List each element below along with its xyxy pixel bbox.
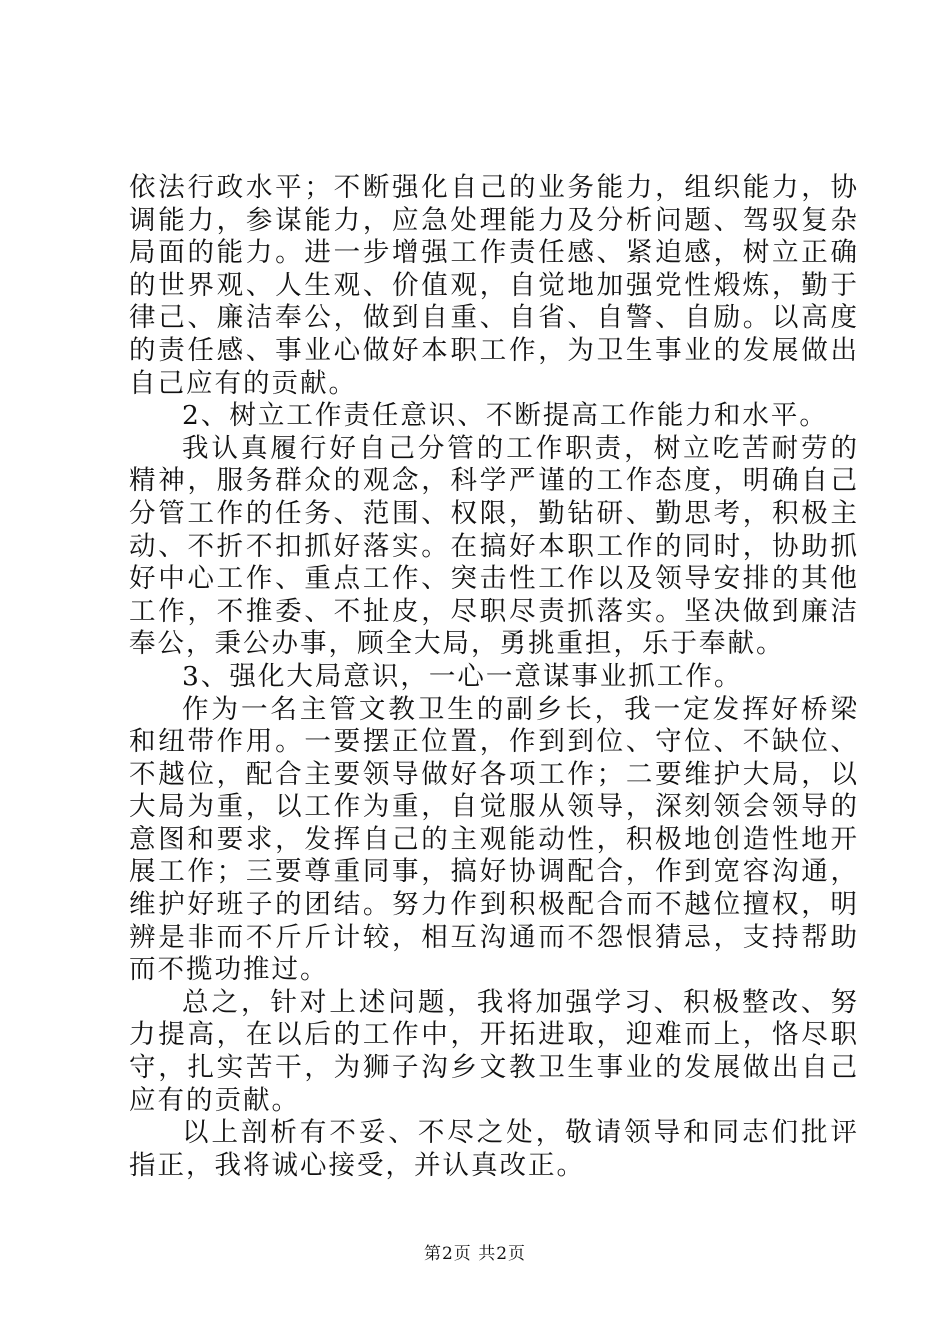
page-number-footer: 第2页 共2页 bbox=[423, 1244, 527, 1264]
paragraph-opening: 依法行政水平；不断强化自己的业务能力，组织能力，协调能力，参谋能力，应急处理能力及分析问题、驾驭复杂局面的能力。进一步增强工作责任感、紧迫感，树立正确的世界观、人生观、价值观，自觉地加强党性煅炼，勤于律己、廉洁奉公，做到自重、自省、自警、自励。以高度的责任感、事业心做好本职工作，为卫生事业的发展做出自己应有的贡献。 bbox=[129, 172, 859, 399]
paragraph-summary: 总之，针对上述问题，我将加强学习、积极整改、努力提高，在以后的工作中，开拓进取，迎难而上，恪尽职守，扎实苦干，为狮子沟乡文教卫生事业的发展做出自己应有的贡献。 bbox=[129, 986, 859, 1116]
document-body bbox=[129, 172, 859, 1182]
paragraph-heading-3: 3、强化大局意识，一心一意谋事业抓工作。 bbox=[182, 660, 743, 692]
paragraph-bridge-role: 作为一名主管文教卫生的副乡长，我一定发挥好桥梁和纽带作用。一要摆正位置，作到到位、守位、不缺位、不越位，配合主要领导做好各项工作；二要维护大局，以大局为重，以工作为重，自觉服从领导，深刻领会领导的意图和要求，发挥自己的主观能动性，积极地创造性地开展工作；三要尊重同事，搞好协调配合，作到宽容沟通，维护好班子的团结。努力作到积极配合而不越位擅权，明辨是非而不斤斤计较，相互沟通而不怨恨猜忌，支持帮助而不揽功推过。 bbox=[129, 693, 859, 986]
paragraph-closing: 以上剖析有不妥、不尽之处，敬请领导和同志们批评指正，我将诚心接受，并认真改正。 bbox=[129, 1117, 859, 1181]
paragraph-responsibility: 我认真履行好自己分管的工作职责，树立吃苦耐劳的精神，服务群众的观念，科学严谨的工作态度，明确自己分管工作的任务、范围、权限，勤钻研、勤思考，积极主动、不折不扣抓好落实。在搞好本职工作的同时，协助抓好中心工作、重点工作、突击性工作以及领导安排的其他工作，不推委、不扯皮，尽职尽责抓落实。坚决做到廉洁奉公，秉公办事，顾全大局，勇挑重担，乐于奉献。 bbox=[129, 432, 859, 660]
paragraph-heading-2: 2、树立工作责任意识、不断提高工作能力和水平。 bbox=[182, 400, 828, 432]
